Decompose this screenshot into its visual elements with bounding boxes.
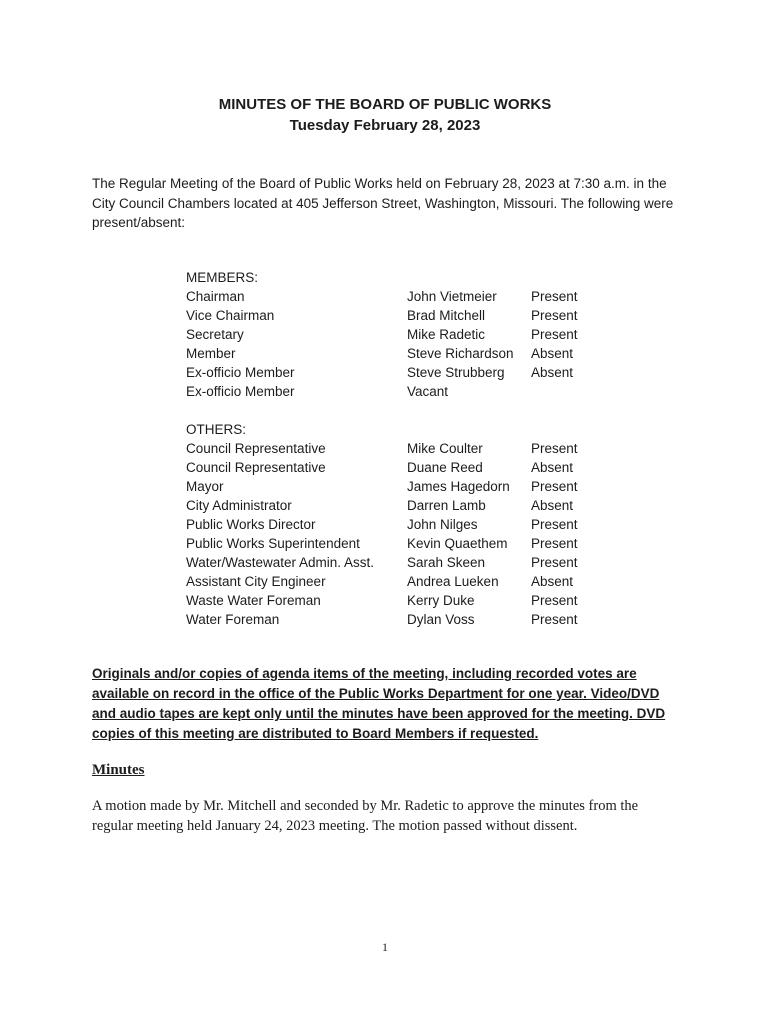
roster-row [186, 439, 591, 458]
roster-name: Steve Richardson [407, 346, 514, 361]
roster-name: John Vietmeier [407, 289, 497, 304]
meeting-date: Tuesday February 28, 2023 [289, 117, 481, 134]
roster-status [531, 382, 591, 401]
roster-spacer [186, 401, 591, 420]
roster-row [186, 572, 591, 591]
page-number: 1 [382, 940, 388, 954]
document-header [0, 94, 770, 136]
roster-status: Absent [531, 574, 574, 589]
roster-row [186, 325, 591, 344]
document-title: MINUTES OF THE BOARD OF PUBLIC WORKS [218, 96, 552, 113]
roster-role: Ex-officio Member [186, 365, 295, 380]
intro-paragraph: The Regular Meeting of the Board of Public Works held on February 28, 2023 at 7:30 a.m. in the City Council Chambers located at 405 Jefferson Street, Washington, Missouri. The following were present/absent: [92, 176, 674, 230]
roster-row [186, 496, 591, 515]
roster-row [186, 515, 591, 534]
roster-status: Absent [531, 365, 574, 380]
others-list [186, 439, 591, 629]
roster-status: Present [531, 479, 578, 494]
roster-role: Public Works Superintendent [186, 536, 360, 551]
records-notice: Originals and/or copies of agenda items of the meeting, including recorded votes are available on record in the office of the Public Works Department for one year. Video/DVD and audio tapes are kept only until the minutes have been approved for the meeting. DVD copies of this meeting are distributed to Board Members if requested. [92, 666, 666, 741]
roster-status: Present [531, 517, 578, 532]
roster-role: Council Representative [186, 441, 326, 456]
roster-row [186, 591, 591, 610]
roster-name: Duane Reed [407, 460, 483, 475]
attendance-roster [186, 268, 591, 629]
roster-row [186, 458, 591, 477]
roster-name: Darren Lamb [407, 498, 486, 513]
roster-name: Mike Radetic [407, 327, 486, 342]
roster-name: James Hagedorn [407, 479, 510, 494]
roster-row [186, 363, 591, 382]
roster-status: Present [531, 289, 578, 304]
roster-name: John Nilges [407, 517, 478, 532]
roster-row [186, 287, 591, 306]
roster-status: Present [531, 612, 578, 627]
roster-status: Present [531, 441, 578, 456]
roster-name: Vacant [407, 384, 449, 399]
roster-row [186, 306, 591, 325]
roster-role: Ex-officio Member [186, 384, 295, 399]
roster-row [186, 382, 591, 401]
roster-role: Assistant City Engineer [186, 574, 326, 589]
members-list [186, 287, 591, 401]
roster-name: Brad Mitchell [407, 308, 486, 323]
minutes-paragraph: A motion made by Mr. Mitchell and seconded by Mr. Radetic to approve the minutes from the regular meeting held January 24, 2023 meeting. The motion passed without dissent. [92, 798, 639, 834]
roster-name: Andrea Lueken [407, 574, 499, 589]
roster-row [186, 477, 591, 496]
roster-role: Mayor [186, 479, 224, 494]
others-heading: OTHERS: [186, 422, 247, 437]
roster-name: Mike Coulter [407, 441, 483, 456]
roster-role: Water Foreman [186, 612, 280, 627]
roster-role: Member [186, 346, 236, 361]
members-heading: MEMBERS: [186, 270, 259, 285]
roster-name: Steve Strubberg [407, 365, 505, 380]
roster-status: Present [531, 308, 578, 323]
roster-row [186, 344, 591, 363]
minutes-heading: Minutes [92, 762, 145, 778]
roster-status: Absent [531, 346, 574, 361]
roster-name: Sarah Skeen [407, 555, 486, 570]
roster-role: Vice Chairman [186, 308, 275, 323]
roster-status: Absent [531, 460, 574, 475]
roster-row [186, 553, 591, 572]
roster-role: Water/Wastewater Admin. Asst. [186, 555, 375, 570]
roster-role: Waste Water Foreman [186, 593, 321, 608]
roster-status: Absent [531, 498, 574, 513]
roster-name: Kevin Quaethem [407, 536, 508, 551]
roster-status: Present [531, 536, 578, 551]
roster-row [186, 610, 591, 629]
roster-role: Council Representative [186, 460, 326, 475]
roster-status: Present [531, 593, 578, 608]
roster-name: Kerry Duke [407, 593, 475, 608]
roster-status: Present [531, 555, 578, 570]
roster-name: Dylan Voss [407, 612, 475, 627]
roster-role: Public Works Director [186, 517, 316, 532]
roster-role: City Administrator [186, 498, 292, 513]
roster-role: Chairman [186, 289, 245, 304]
roster-status: Present [531, 327, 578, 342]
roster-row [186, 534, 591, 553]
roster-role: Secretary [186, 327, 244, 342]
